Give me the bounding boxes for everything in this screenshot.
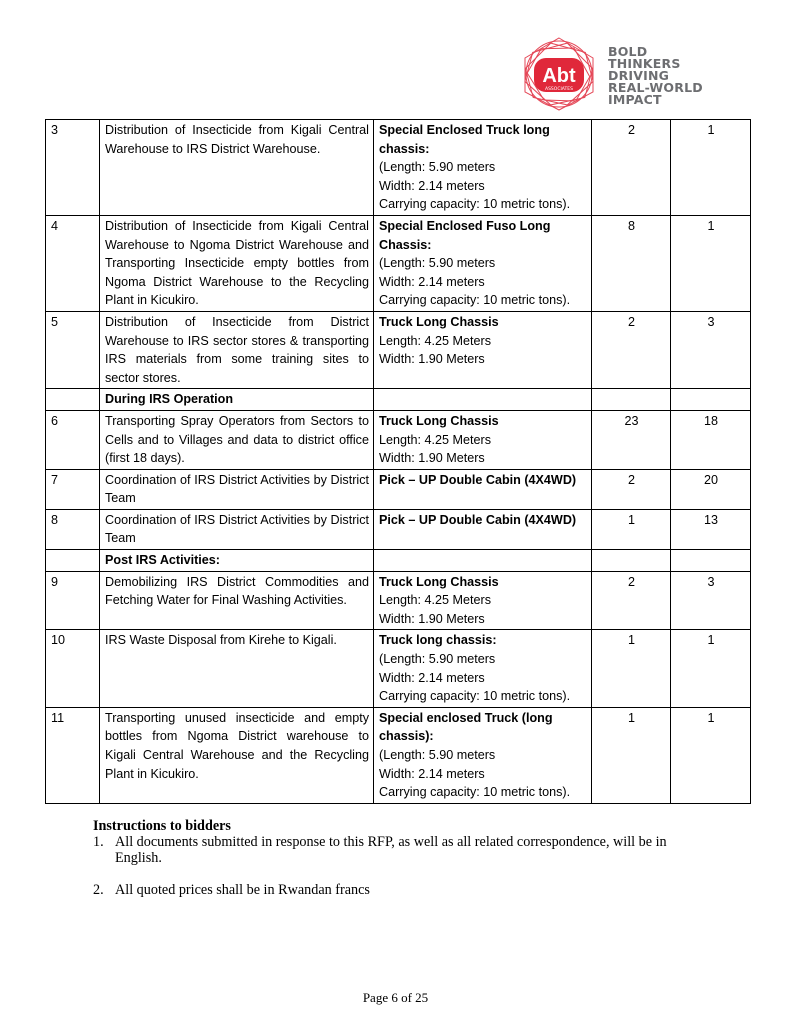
instruction-text: All documents submitted in response to this RFP, as well as all related correspondence, will be in English. xyxy=(115,834,667,866)
row-number: 5 xyxy=(46,311,100,388)
logo-tagline xyxy=(608,46,703,106)
empty-cell xyxy=(671,389,751,411)
vehicle-type: Special Enclosed Fuso Long Chassis: xyxy=(379,218,551,252)
table-row xyxy=(46,120,751,216)
svg-text:ASSOCIATES: ASSOCIATES xyxy=(545,87,573,92)
vehicle-count: 2 xyxy=(592,571,671,630)
vehicle-type: Truck Long Chassis xyxy=(379,413,499,428)
instruction-number: 2. xyxy=(93,882,104,898)
section-label: During IRS Operation xyxy=(100,389,374,411)
vehicle-spec-line: Width: 2.14 meters xyxy=(379,766,485,781)
activity-description: Coordination of IRS District Activities by District Team xyxy=(100,469,374,509)
vehicle-count: 1 xyxy=(592,630,671,707)
row-number: 4 xyxy=(46,215,100,311)
vehicle-spec-line: (Length: 5.90 meters xyxy=(379,748,496,762)
instruction-number: 1. xyxy=(93,834,104,850)
table-row xyxy=(46,311,751,388)
vehicle-count: 2 xyxy=(592,311,671,388)
activity-description: Distribution of Insecticide from Kigali Central Warehouse to IRS District Warehouse. xyxy=(100,120,374,216)
vehicle-spec xyxy=(374,120,592,216)
table-row xyxy=(46,571,751,630)
activity-description: Coordination of IRS District Activities by District Team xyxy=(100,509,374,549)
row-number: 10 xyxy=(46,630,100,707)
row-number: 9 xyxy=(46,571,100,630)
tagline-line: IMPACT xyxy=(608,92,662,107)
activity-description: Distribution of Insecticide from District Warehouse to IRS sector stores & transporting IRS materials from some training sites to sector stores. xyxy=(100,311,374,388)
empty-cell xyxy=(374,389,592,411)
vehicle-spec xyxy=(374,707,592,803)
row-number: 8 xyxy=(46,509,100,549)
vehicle-type: Special Enclosed Truck long chassis: xyxy=(379,123,550,156)
tagline-line: REAL-WORLD xyxy=(608,80,703,95)
vehicle-count: 2 xyxy=(592,469,671,509)
section-row xyxy=(46,550,751,572)
vehicle-spec-line: Width: 1.90 Meters xyxy=(379,451,485,466)
instructions-title: Instructions to bidders xyxy=(93,818,231,834)
section-row xyxy=(46,389,751,411)
vehicle-spec xyxy=(374,469,592,509)
vehicle-count: 23 xyxy=(592,410,671,469)
days-count: 1 xyxy=(671,215,751,311)
tagline-line: THINKERS xyxy=(608,56,681,71)
days-count: 20 xyxy=(671,469,751,509)
vehicle-spec-line: (Length: 5.90 meters xyxy=(379,160,496,175)
table-row xyxy=(46,469,751,509)
activity-description: Transporting unused insecticide and empty bottles from Ngoma District warehouse to Kigali Central Warehouse and the Recycling Plant in Kicukiro. xyxy=(100,707,374,803)
vehicle-spec-line: Width: 1.90 Meters xyxy=(379,611,485,626)
empty-cell xyxy=(592,389,671,411)
vehicle-spec xyxy=(374,571,592,630)
vehicle-spec xyxy=(374,215,592,311)
vehicle-spec-line: Carrying capacity: 10 metric tons). xyxy=(379,785,571,800)
empty-cell xyxy=(592,550,671,572)
activity-description: Transporting Spray Operators from Sectors to Cells and to Villages and data to district office (first 18 days). xyxy=(100,410,374,469)
vehicle-spec-line: (Length: 5.90 meters xyxy=(379,652,496,667)
vehicle-spec xyxy=(374,509,592,549)
row-number: 3 xyxy=(46,120,100,216)
abt-logo xyxy=(513,36,703,112)
activity-description: IRS Waste Disposal from Kirehe to Kigali. xyxy=(100,630,374,707)
days-count: 1 xyxy=(671,707,751,803)
days-count: 3 xyxy=(671,311,751,388)
row-number: 6 xyxy=(46,410,100,469)
empty-cell xyxy=(671,550,751,572)
table-row xyxy=(46,630,751,707)
vehicle-spec-line: (Length: 5.90 meters xyxy=(379,256,496,271)
vehicle-count: 1 xyxy=(592,509,671,549)
table-row xyxy=(46,707,751,803)
vehicle-type: Truck long chassis: xyxy=(379,633,497,648)
empty-cell xyxy=(46,550,100,572)
vehicle-count: 1 xyxy=(592,707,671,803)
vehicle-spec-line: Length: 4.25 Meters xyxy=(379,593,492,608)
activity-description: Distribution of Insecticide from Kigali Central Warehouse to Ngoma District Warehouse and Transporting Insecticide empty bottles from Ngoma District Warehouse to the Recycling Plant in Kicukiro. xyxy=(100,215,374,311)
vehicle-count: 8 xyxy=(592,215,671,311)
vehicle-spec-line: Carrying capacity: 10 metric tons). xyxy=(379,197,571,212)
days-count: 1 xyxy=(671,120,751,216)
instruction-text: All quoted prices shall be in Rwandan francs xyxy=(115,882,370,898)
vehicle-type: Pick – UP Double Cabin (4X4WD) xyxy=(379,472,577,487)
vehicle-type: Truck Long Chassis xyxy=(379,314,499,329)
activity-description: Demobilizing IRS District Commodities and Fetching Water for Final Washing Activities. xyxy=(100,571,374,630)
vehicle-spec-line: Width: 2.14 meters xyxy=(379,274,485,289)
vehicle-type: Pick – UP Double Cabin (4X4WD) xyxy=(379,512,577,527)
vehicle-spec xyxy=(374,410,592,469)
section-label: Post IRS Activities: xyxy=(100,550,374,572)
tagline-line: DRIVING xyxy=(608,68,670,83)
table-row xyxy=(46,509,751,549)
vehicle-spec-line: Carrying capacity: 10 metric tons). xyxy=(379,689,571,704)
instruction-item xyxy=(93,834,713,866)
days-count: 13 xyxy=(671,509,751,549)
vehicle-spec-line: Carrying capacity: 10 metric tons). xyxy=(379,293,571,308)
vehicle-type: Special enclosed Truck (long chassis): xyxy=(379,710,553,744)
page-number: Page 6 of 25 xyxy=(362,990,429,1005)
empty-cell xyxy=(374,550,592,572)
vehicle-type: Truck Long Chassis xyxy=(379,574,499,589)
row-number: 11 xyxy=(46,707,100,803)
vehicle-spec-line: Width: 2.14 meters xyxy=(379,670,485,685)
instructions-section xyxy=(93,818,713,898)
abt-logo-mark xyxy=(513,36,605,112)
table-row xyxy=(46,215,751,311)
table-row xyxy=(46,410,751,469)
vehicle-spec-line: Width: 2.14 meters xyxy=(379,178,485,193)
svg-text:Abt: Abt xyxy=(542,65,576,87)
empty-cell xyxy=(46,389,100,411)
vehicle-spec-line: Width: 1.90 Meters xyxy=(379,352,485,367)
vehicle-spec-line: Length: 4.25 Meters xyxy=(379,432,492,447)
vehicle-spec-line: Length: 4.25 Meters xyxy=(379,333,492,348)
vehicle-requirements-table xyxy=(45,119,751,804)
days-count: 3 xyxy=(671,571,751,630)
vehicle-spec xyxy=(374,630,592,707)
vehicle-spec xyxy=(374,311,592,388)
vehicle-count: 2 xyxy=(592,120,671,216)
days-count: 1 xyxy=(671,630,751,707)
tagline-line: BOLD xyxy=(608,44,648,59)
instruction-item xyxy=(93,882,713,898)
row-number: 7 xyxy=(46,469,100,509)
days-count: 18 xyxy=(671,410,751,469)
